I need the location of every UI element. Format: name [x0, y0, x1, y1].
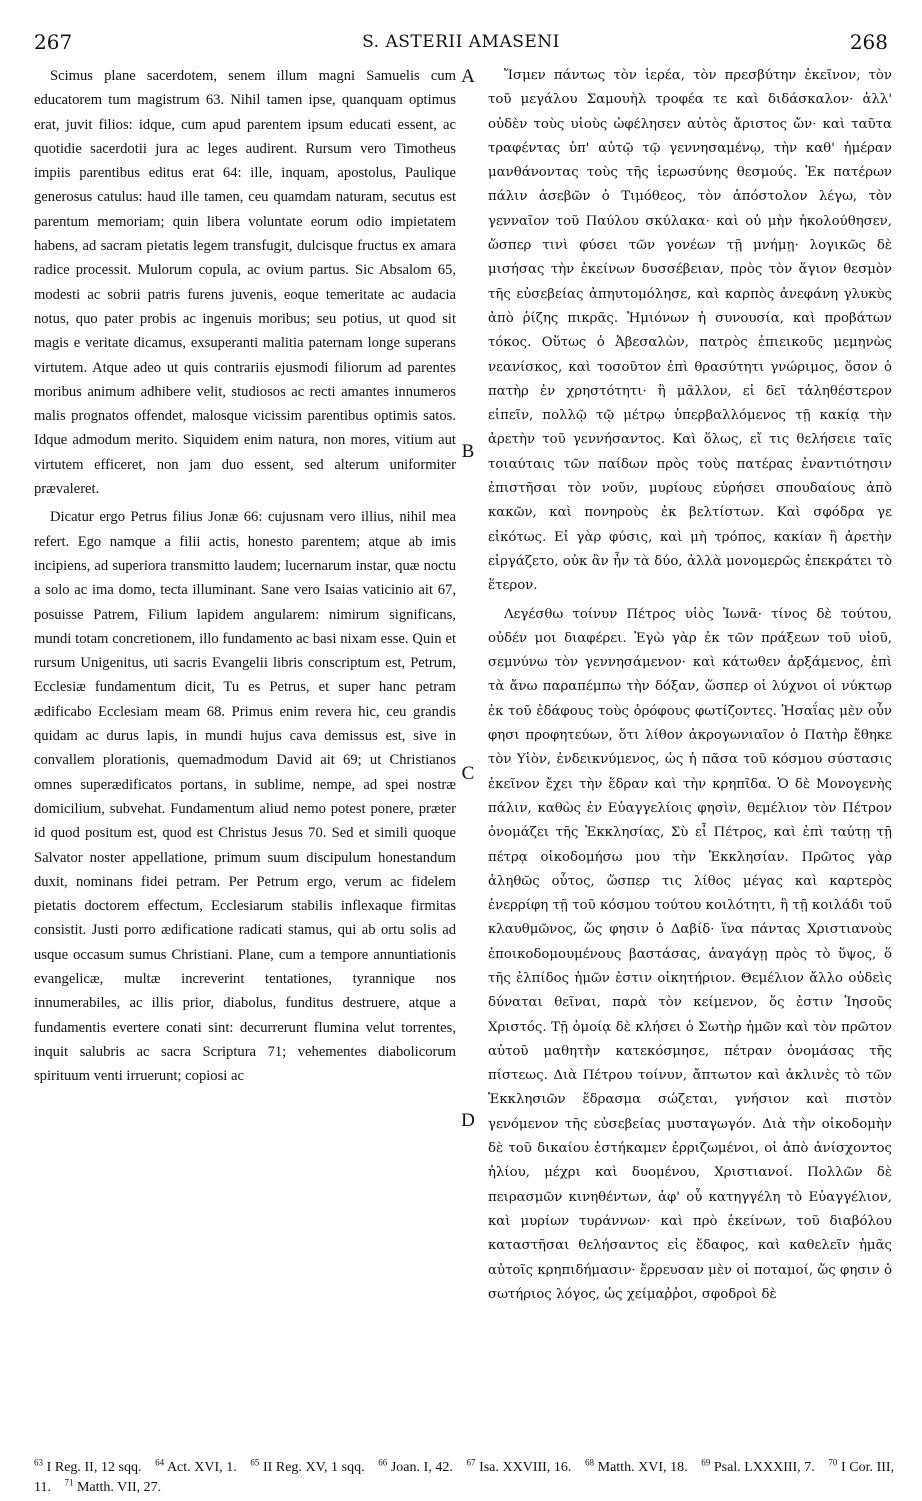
- footnote: $^{68}$ Matth. XVI, 18.: [585, 1457, 688, 1475]
- footnotes: [34, 1458, 894, 1498]
- section-marker-a: A: [461, 66, 475, 87]
- page-number-left: 267: [34, 30, 73, 54]
- page-number-right: 268: [849, 30, 888, 54]
- footnote: $^{63}$ I Reg. II, 12 sqq.: [34, 1457, 142, 1475]
- latin-paragraph: Scimus plane sacerdotem, senem illum magni Samuelis cum educatorem tum magistrum 63. Nihil tamen ipse, quanquam optimus erat, juvit filios: idque, cum apud parentem ipsum educati essent, ac quotidie sacerdotii jura ac leges audirent. Rursum vero Timotheus impiis parentibus editus erat 64: ille, inquam, apostolus, Paulique generosus catulus: haud ille tamen, ceu quamdam naturam, secutus est parentum memoriam; quin libera voluntate eorum odio impietatem habens, ad sacram pietatis legem transfugit, dulcisque fructus ex amara radice processit. Mulorum copula, ac ovium partus. Sic Absalom 65, modesti ac sobrii patris furens juvenis, eoque temeritate ac audacia notus, quo pater probis ac ingenuis moribus; seu potius, ut quod sit magis e veritate dicamus, exsuperanti malitia paternam longe superans virtutem. Atque adeo ut quis contrariis ejusmodi filiorum ad parentes moribus animum adhibere velit, studiosos ac recti amantes innumeros malis prognatos offendet, malosque vicissim parentibus optimis satos. Idque admodum merito. Siquidem enim natura, non mores, vitium aut virtutem efficeret, non jam duo essent, sed alterum uniformiter prævaleret.: [34, 68, 456, 498]
- section-marker-c: C: [461, 763, 475, 784]
- footnote: $^{66}$ Joan. I, 42.: [378, 1457, 453, 1475]
- latin-paragraph: Dicatur ergo Petrus filius Jonæ 66: cujusnam vero illius, nihil mea refert. Ego namque a filii actis, honesto parentem; atque ab imis incipiens, ad superiora transmitto laudem; lucernarum instar, quæ noctu a solo ac ima domo, tecta illuminant. Sane vero Isaias vaticinio ait 67, posuisse Patrem, Filium lapidem angularem: nimirum significans, mundi totam concretionem, illo fundamento ac basi nixam esse. Quin et rursum Unigenitus, uti sacris Evangelii libris conscriptum est, Petrum, Ecclesiæ fundamentum dicit, Tu es Petrus, et super hanc petram ædificabo Ecclesiam meam 68. Primus enim revera hic, ceu grandis quidam ac durus lapis, in mundi hujus cava demissus est, sive in convallem plorationis, quemadmodum David ait 69; ut Christianos omnes superædificatos portans, in sublime, nempe, ad spei nostræ domicilium, subvehat. Fundamentum aliud nemo potest ponere, præter id quod positum est, quod est Christus Jesus 70. Sed et simili quoque Salvator noster appellatione, primum suum discipulum honestandum duxit, nominans fidei petram. Per Petrum ergo, verum ac fidelem pietatis doctorem effectum, Ecclesiarum stabilis inflexaque firmitas consistit. Justi porro ædificatione radicati stamus, qui ab ortu solis ad usque occasum sumus Christiani. Plane, cum a tempore annuntiationis evangelicæ, multæ increverint tentationes, tyrannique nos innumerabiles, ac illis prior, diabolus, funditus destruere, atque a fundamentis evertere conati sint: decurrerunt flumina velut torrentes, inquit salubris ac sacra Scriptura 71; vehementes diabolicorum spirituum venti irruerunt; copiosi ac: [34, 509, 456, 1085]
- footnote: $^{65}$ II Reg. XV, 1 sqq.: [250, 1457, 365, 1475]
- footnote: $^{71}$ Matth. VII, 27.: [64, 1477, 162, 1495]
- page-header: [34, 30, 888, 56]
- greek-paragraph: Λεγέσθω τοίνυν Πέτρος υἱὸς Ἰωνᾶ· τίνος δὲ τούτου, οὐδέν μοι διαφέρει. Ἐγὼ γὰρ ἐκ τῶν πράξεων τοῦ υἱοῦ, σεμνύνω τὸν γεννησάμενον· καὶ κάτωθεν ἀρξάμενος, ἐπὶ τὰ ἄνω παραπέμπω τὴν δόξαν, ὥσπερ οἱ λύχνοι οἱ νύκτωρ ἐκ τοῦ ἐδάφους τοὺς ὀρόφους φωτίζοντες. Ἡσαΐας μὲν οὖν φησι προφητεύων, ὅτι λίθον ἀκρογωνιαῖον ὁ Πατὴρ ἔθηκε τὸν Υἱὸν, ἐνδεικνύμενος, ὡς ἡ πᾶσα τοῦ κόσμου σύστασις ἐκεῖνον ἔχει τὴν ἕδραν καὶ τὴν κρηπῖδα. Ὁ δὲ Μονογενὴς πάλιν, καθὼς ἐν Εὐαγγελίοις φησὶν, θεμέλιον τὸν Πέτρον ὀνομάζει τῆς Ἐκκλησίας, Σὺ εἶ Πέτρος, καὶ ἐπὶ ταύτῃ τῇ πέτρᾳ οἰκοδομήσω μου τὴν Ἐκκλησίαν. Πρῶτος γὰρ ἀληθῶς οὗτος, ὥσπερ τις λίθος μέγας καὶ καρτερὸς ἐνερρίφη τῇ τοῦ κόσμου τούτου κοιλότητι, ἢ τῇ κοιλάδι τοῦ κλαυθμῶνος, ὥς φησιν ὁ Δαβίδ· ἵνα πάντας Χριστιανοὺς ἐποικοδομουμένους βαστάσας, ἀναγάγῃ πρὸς τὸ ὕψος, ὅ τῆς ἐλπίδος ἡμῶν ἐστιν οἰκητήριον. Θεμέλιον ἄλλο οὐδεὶς δύναται θεῖναι, παρὰ τὸν κείμενον, ὅς ἐστιν Ἰησοῦς Χριστός. Τῇ ὁμοίᾳ δὲ κλήσει ὁ Σωτὴρ ἡμῶν καὶ τὸν πρῶτον αὐτοῦ μαθητὴν κατεκόσμησε, πέτραν ὀνομάσας τῆς πίστεως. Διὰ Πέτρου τοίνυν, ἄπτωτον καὶ ἀκλινὲς τὸ τῶν Ἐκκλησιῶν ἕδρασμα σώζεται, γνήσιον καὶ πιστὸν γενόμενον τῆς εὐσεβείας μυσταγωγόν. Διὰ τὴν οἰκοδομὴν δὲ τοῦ δικαίου ἑστήκαμεν ἐρριζωμένοι, οἱ ἀπὸ ἀνίσχοντος ἡλίου, μέχρι καὶ δυομένου, Χριστιανοί. Πολλῶν δὲ πειρασμῶν κινηθέντων, ἀφ' οὗ κατηγγέλη τὸ Εὐαγγέλιον, καὶ μυρίων τυράννων· καὶ πρὸ ἐκείνων, τοῦ διαβόλου καταστῆσαι θελήσαντος εἰς ἔδαφος, καὶ καθελεῖν ἡμᾶς αὐτοῖς κρηπιδήμασιν· ἔρρευσαν μὲν οἱ ποταμοί, ὥς φησιν ὁ σωτήριος λόγος, ὡς χείμαῤῥοι, σφοδροὶ δὲ: [488, 606, 892, 1302]
- footnote: $^{69}$ Psal. LXXXIII, 7.: [701, 1457, 815, 1475]
- greek-column: [488, 64, 892, 1456]
- greek-paragraph: Ἴσμεν πάντως τὸν ἱερέα, τὸν πρεσβύτην ἐκεῖνον, τὸν τοῦ μεγάλου Σαμουὴλ τροφέα τε καὶ διδάσκαλον· ἀλλ' οὐδὲν τοὺς υἱοὺς ὠφέλησεν αὐτὸς ἄριστος ὤν· καὶ ταῦτα τραφέντας ὑπ' αὐτῷ τῷ γεννησαμένῳ, τὴν καθ' ἡμέραν μανθάνοντας τοὺς τῆς ἱερωσύνης θεσμούς. Ἐκ πατέρων πάλιν ἀσεβῶν ὁ Τιμόθεος, τὸν ἀπόστολον λέγω, τὸν γενναῖον τοῦ Παύλου σκύλακα· καὶ οὐ μὴν ἠκολούθησεν, ὥσπερ τινὶ φύσει τῶν γονέων τῇ μνήμῃ· λογικῶς δὲ μισήσας τὴν ἐκείνων δυσσέβειαν, πρὸς τὸν ἅγιον θεσμὸν τῆς εὐσεβείας ἀπηυτομόλησε, καὶ καρπὸς ἀνεφάνη γλυκὺς ἀπὸ ῥίζης πικρᾶς. Ἡμιόνων ἡ συνουσία, καὶ προβάτων τόκος. Οὕτως ὁ Ἀβεσαλὼν, πατρὸς ἐπιεικοῦς μεμηνὼς νεανίσκος, καὶ τοσοῦτον ἐπὶ θρασύτητι γνώριμος, ὅσον ὁ πατὴρ ἐν χρηστότητι· ἢ μᾶλλον, εἰ δεῖ τἀληθέστερον εἰπεῖν, πολλῷ τῷ μέτρῳ ὑπερβαλλόμενος τῇ κακίᾳ τὴν ἀρετὴν τοῦ γεννήσαντος. Καὶ ὅλως, εἴ τις θελήσειε ταῖς τοιαύταις τῶν παίδων πρὸς τοὺς πατέρας ἐναντιότησιν ἐπιστῆσαι τὸν νοῦν, μυρίους εὑρήσει σπουδαίους ἀπὸ κακῶν, καὶ πονηροὺς ἐκ βελτίστων. Καὶ σφόδρα γε εἰκότως. Εἰ γὰρ φύσις, καὶ μὴ τρόπος, κακίαν ἢ ἀρετὴν εἰργάζετο, οὐκ ἂν ἦν τὰ δύο, ἀλλὰ μονομερῶς ἐπεκράτει τὸ ἕτερον.: [488, 68, 892, 594]
- section-marker-b: B: [461, 441, 475, 462]
- section-marker-d: D: [461, 1110, 475, 1131]
- running-title: S. ASTERII AMASENI: [362, 32, 560, 52]
- latin-column: [34, 64, 456, 1456]
- footnote: $^{70}$ I Cor. III, 11.: [34, 1457, 895, 1495]
- footnote: $^{64}$ Act. XVI, 1.: [155, 1457, 237, 1475]
- footnote: $^{67}$ Isa. XXVIII, 16.: [466, 1457, 572, 1475]
